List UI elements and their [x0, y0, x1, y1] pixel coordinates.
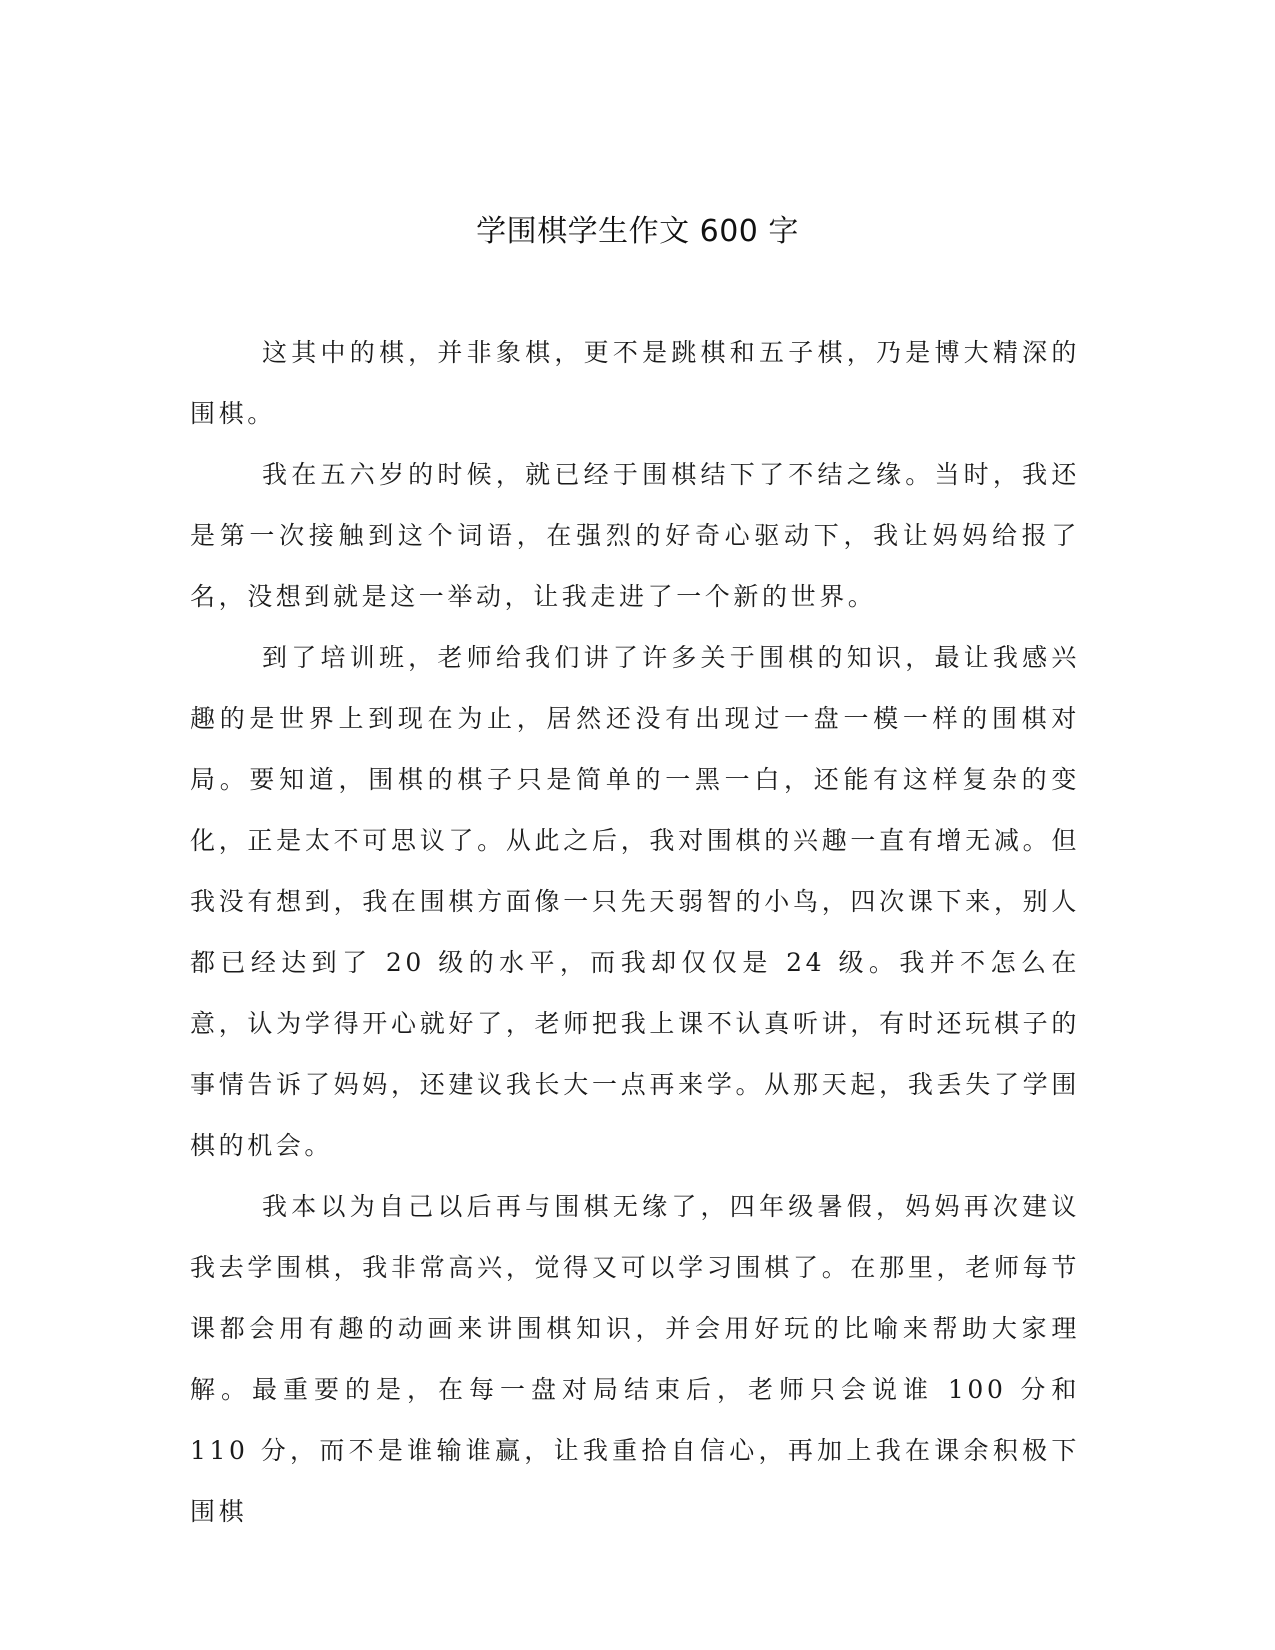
paragraph-4: 我本以为自己以后再与围棋无缘了，四年级暑假，妈妈再次建议我去学围棋，我非常高兴，觉得又可以学习围棋了。在那里，老师每节课都会用有趣的动画来讲围棋知识，并会用好玩的比喻来帮助大家理解。最重要的是，在每一盘对局结束后，老师只会说谁 100 分和 110 分，而不是谁输谁赢，让我重拾自信心，再加上我在课余积极下围棋 [190, 1192, 1080, 1526]
document-body [190, 322, 1080, 1542]
paragraph-2: 我在五六岁的时候，就已经于围棋结下了不结之缘。当时，我还是第一次接触到这个词语，在强烈的好奇心驱动下，我让妈妈给报了名，没想到就是这一举动，让我走进了一个新的世界。 [190, 460, 1080, 611]
paragraph-1: 这其中的棋，并非象棋，更不是跳棋和五子棋，乃是博大精深的围棋。 [190, 338, 1080, 428]
paragraph-3: 到了培训班，老师给我们讲了许多关于围棋的知识，最让我感兴趣的是世界上到现在为止，居然还没有出现过一盘一模一样的围棋对局。要知道，围棋的棋子只是简单的一黑一白，还能有这样复杂的变化，正是太不可思议了。从此之后，我对围棋的兴趣一直有增无减。但我没有想到，我在围棋方面像一只先天弱智的小鸟，四次课下来，别人都已经达到了 20 级的水平，而我却仅仅是 24 级。我并不怎么在意，认为学得开心就好了，老师把我上课不认真听讲，有时还玩棋子的事情告诉了妈妈，还建议我长大一点再来学。从那天起，我丢失了学围棋的机会。 [190, 643, 1080, 1160]
document-title: 学围棋学生作文 600 字 [476, 214, 799, 249]
